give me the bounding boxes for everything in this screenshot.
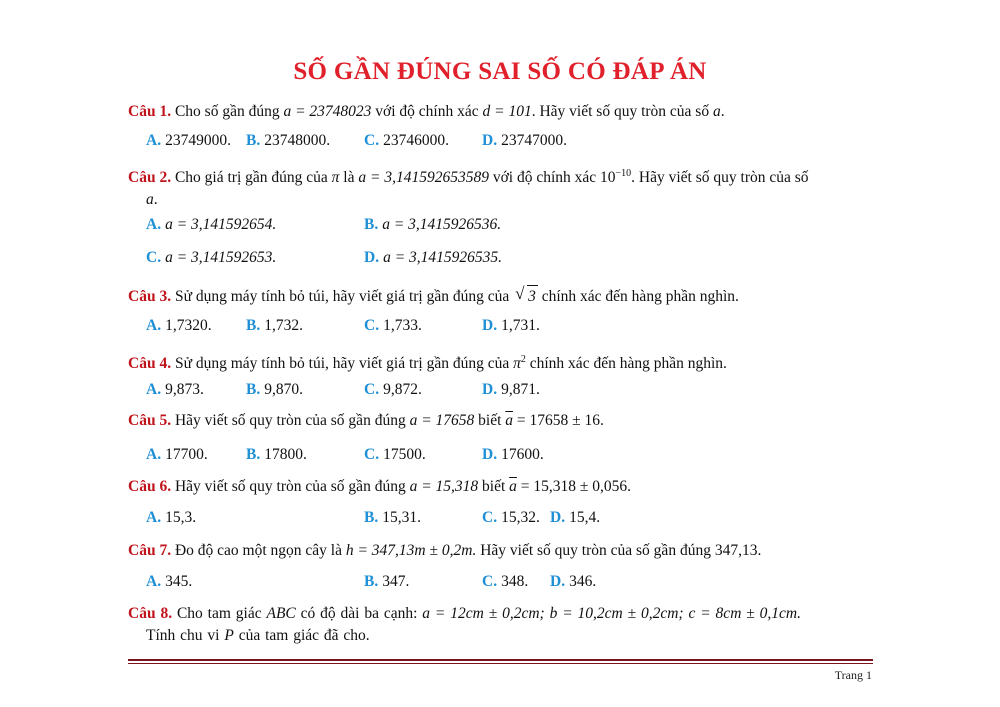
option-d[interactable] xyxy=(364,249,502,267)
math-overline-var: $\overline{a}$ xyxy=(509,478,517,495)
math-overline-var: $\overline{a}$ xyxy=(505,412,514,429)
question-2 xyxy=(128,163,873,211)
option-c[interactable] xyxy=(482,509,540,527)
option-letter: A. xyxy=(146,216,162,233)
option-text: 9,873. xyxy=(165,381,204,398)
question-text: Cho tam giác xyxy=(176,605,267,622)
option-c[interactable] xyxy=(482,573,528,591)
option-letter: D. xyxy=(482,317,498,334)
math-expr: a = 12cm ± 0,2cm; xyxy=(422,605,545,622)
option-text: 15,32. xyxy=(501,509,540,526)
option-text: 17600. xyxy=(501,446,544,463)
option-text: 15,3. xyxy=(165,509,197,526)
pi-symbol: π xyxy=(513,355,521,372)
option-b[interactable] xyxy=(246,132,330,150)
options-row-q4 xyxy=(146,381,876,403)
question-text: chính xác đến hàng phần nghìn. xyxy=(537,288,739,305)
option-letter: A. xyxy=(146,132,162,149)
math-expr: a = 17658 xyxy=(409,412,475,429)
option-a[interactable] xyxy=(146,317,212,335)
option-text: 348. xyxy=(501,573,529,590)
option-letter: C. xyxy=(482,573,498,590)
option-b[interactable] xyxy=(364,573,409,591)
question-text: với độ chính xác xyxy=(371,103,483,120)
option-text: 23747000. xyxy=(501,132,567,149)
question-text: Hãy viết số quy tròn của số gần đúng 347,13. xyxy=(476,542,762,559)
option-b[interactable] xyxy=(364,216,501,234)
option-b[interactable] xyxy=(246,446,307,464)
options-row-q7 xyxy=(146,573,876,595)
option-text: 9,871. xyxy=(501,381,540,398)
question-8 xyxy=(128,603,873,647)
option-letter: D. xyxy=(482,446,498,463)
option-text: 17800. xyxy=(264,446,307,463)
question-text: Hãy viết số quy tròn của số gần đúng xyxy=(174,478,410,495)
option-text: 23748000. xyxy=(264,132,331,149)
page-title: SỐ GẦN ĐÚNG SAI SỐ CÓ ĐÁP ÁN xyxy=(293,58,707,85)
option-text: a = 3,141592653. xyxy=(165,249,277,266)
option-letter: A. xyxy=(146,446,162,463)
option-b[interactable] xyxy=(364,509,421,527)
question-text: của tam giác đã cho. xyxy=(233,627,370,644)
footer-divider xyxy=(128,659,873,661)
math-expr: a = 15,318 xyxy=(409,478,479,495)
math-expr: a = 3,141592653589 xyxy=(358,169,489,186)
option-text: a = 3,1415926536. xyxy=(382,216,502,233)
math-expr: a = 23748023 xyxy=(283,103,372,120)
power-base: 10 xyxy=(600,169,616,186)
question-7 xyxy=(128,540,873,562)
option-d[interactable] xyxy=(482,132,567,150)
question-4 xyxy=(128,349,873,375)
question-label: Câu 7. xyxy=(128,542,172,559)
option-letter: A. xyxy=(146,381,162,398)
question-text: chính xác đến hàng phần nghìn. xyxy=(525,355,727,372)
option-c[interactable] xyxy=(364,317,422,335)
question-5 xyxy=(128,410,873,432)
option-text: 23749000. xyxy=(165,132,231,149)
options-row-q5 xyxy=(146,446,876,468)
question-label: Câu 2. xyxy=(128,169,172,186)
option-b[interactable] xyxy=(246,317,303,335)
option-letter: C. xyxy=(482,509,498,526)
option-text: 345. xyxy=(165,573,193,590)
question-3 xyxy=(128,285,873,308)
question-text: là xyxy=(339,169,359,186)
question-text: Sử dụng máy tính bỏ túi, hãy viết giá trị gần đúng của xyxy=(174,355,514,372)
option-text: 15,31. xyxy=(382,509,421,526)
page-number: Trang 1 xyxy=(834,668,872,682)
question-text: Tính chu vi xyxy=(146,627,225,644)
power-exponent: −10 xyxy=(615,168,632,179)
question-text: biết xyxy=(474,412,506,429)
math-expr: d = 101 xyxy=(482,103,532,120)
option-text: 17700. xyxy=(165,446,208,463)
option-c[interactable] xyxy=(364,446,426,464)
option-letter: B. xyxy=(364,509,379,526)
option-letter: A. xyxy=(146,509,162,526)
option-letter: D. xyxy=(364,249,380,266)
option-letter: A. xyxy=(146,573,162,590)
question-label: Câu 6. xyxy=(128,478,172,495)
question-label: Câu 3. xyxy=(128,288,172,305)
option-letter: B. xyxy=(364,573,379,590)
option-text: 17500. xyxy=(383,446,426,463)
math-expr: ABC xyxy=(266,605,296,622)
option-c[interactable] xyxy=(146,249,276,267)
question-text: Sử dụng máy tính bỏ túi, hãy viết giá trị gần đúng của xyxy=(174,288,514,305)
question-text: . xyxy=(720,103,725,120)
math-expr: h = 347,13m ± 0,2m. xyxy=(345,542,477,559)
footer-divider-thin xyxy=(128,663,873,664)
radicand: 3 xyxy=(527,285,538,308)
options-row-q6 xyxy=(146,509,876,531)
option-text: 1,733. xyxy=(383,317,422,334)
option-b[interactable] xyxy=(246,381,303,399)
option-text: 9,872. xyxy=(383,381,422,398)
question-6 xyxy=(128,476,873,498)
options-row-q1 xyxy=(146,132,876,154)
option-letter: D. xyxy=(482,132,498,149)
option-d[interactable] xyxy=(550,509,600,527)
option-d[interactable] xyxy=(550,573,596,591)
pi-symbol: π xyxy=(331,169,340,186)
option-text: 9,870. xyxy=(264,381,303,398)
option-letter: C. xyxy=(364,381,380,398)
option-d[interactable] xyxy=(482,381,540,399)
option-letter: B. xyxy=(246,446,261,463)
option-text: 1,7320. xyxy=(165,317,212,334)
option-letter: C. xyxy=(146,249,162,266)
option-letter: C. xyxy=(364,132,380,149)
math-expr: = 15,318 ± 0,056. xyxy=(516,478,632,495)
option-a[interactable] xyxy=(146,216,276,234)
question-label: Câu 8. xyxy=(128,605,173,622)
option-letter: B. xyxy=(246,317,261,334)
option-a[interactable] xyxy=(146,381,204,399)
math-expr: c = 8cm ± 0,1cm. xyxy=(688,605,801,622)
option-text: 15,4. xyxy=(569,509,601,526)
option-a[interactable] xyxy=(146,446,208,464)
question-text: Cho số gần đúng xyxy=(174,103,284,120)
option-c[interactable] xyxy=(364,381,422,399)
option-text: 347. xyxy=(382,573,410,590)
question-text: . Hãy viết số quy tròn của số xyxy=(531,103,713,120)
option-letter: B. xyxy=(364,216,379,233)
question-1 xyxy=(128,101,873,123)
option-a[interactable] xyxy=(146,573,192,591)
question-text: Cho giá trị gần đúng của xyxy=(174,169,332,186)
question-text: với độ chính xác xyxy=(488,169,601,186)
option-letter: C. xyxy=(364,446,380,463)
option-letter: B. xyxy=(246,132,261,149)
question-text: có độ dài ba cạnh: xyxy=(295,605,423,622)
options-row-q3 xyxy=(146,317,876,339)
option-c[interactable] xyxy=(364,132,449,150)
question-text: Hãy viết số quy tròn của số gần đúng xyxy=(174,412,410,429)
sqrt-symbol: √ 3 xyxy=(515,285,538,308)
option-text: 1,732. xyxy=(264,317,303,334)
math-expr: b = 10,2cm ± 0,2cm; xyxy=(549,605,684,622)
options-row-q2b xyxy=(146,249,876,271)
math-expr: a xyxy=(712,103,721,120)
math-expr: = 17658 ± 16. xyxy=(513,412,604,429)
math-expr: P xyxy=(224,627,234,644)
option-letter: C. xyxy=(364,317,380,334)
option-letter: A. xyxy=(146,317,162,334)
option-text: 346. xyxy=(569,573,597,590)
option-a[interactable] xyxy=(146,509,196,527)
options-row-q2a xyxy=(146,216,876,238)
option-text: 1,731. xyxy=(501,317,540,334)
option-a[interactable] xyxy=(146,132,231,150)
option-d[interactable] xyxy=(482,446,544,464)
option-d[interactable] xyxy=(482,317,540,335)
question-text: biết xyxy=(478,478,510,495)
power-exponent: 2 xyxy=(520,354,526,365)
question-text: . xyxy=(153,191,158,208)
math-expr: a xyxy=(146,191,154,208)
option-text: a = 3,1415926535. xyxy=(383,249,503,266)
question-label: Câu 1. xyxy=(128,103,172,120)
option-letter: D. xyxy=(550,509,566,526)
question-text: . Hãy viết số quy tròn của số xyxy=(631,169,809,186)
question-text: Đo độ cao một ngọn cây là xyxy=(174,542,346,559)
option-letter: D. xyxy=(482,381,498,398)
option-text: a = 3,141592654. xyxy=(165,216,277,233)
question-label: Câu 4. xyxy=(128,355,172,372)
option-letter: B. xyxy=(246,381,261,398)
option-text: 23746000. xyxy=(383,132,449,149)
option-letter: D. xyxy=(550,573,566,590)
question-label: Câu 5. xyxy=(128,412,172,429)
